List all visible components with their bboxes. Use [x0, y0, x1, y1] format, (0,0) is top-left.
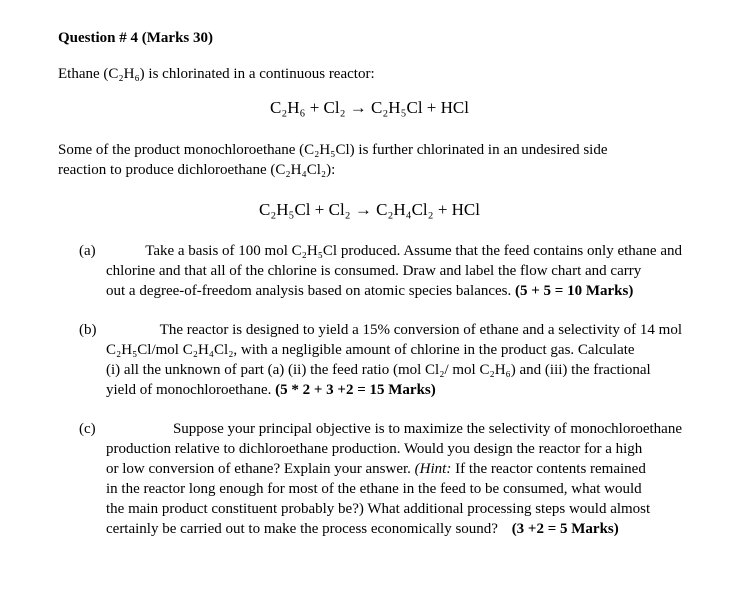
part-c-line-2: production relative to dichloroethane production. Would you design the reactor for a high — [106, 441, 643, 457]
reaction-equation-2: C₂H₅Cl + Cl₂ → C₂H₄Cl₂ + HCl — [259, 200, 480, 219]
intro-text: Ethane (C₂H₆) is chlorinated in a continuous reactor: — [58, 66, 375, 82]
reaction-equation-1: C₂H₆ + Cl₂ → C₂H₅Cl + HCl — [269, 98, 469, 117]
part-b-label: (b) — [79, 322, 97, 338]
part-b-line-1: The reactor is designed to yield a 15% conversion of ethane and a selectivity of 14 mol — [159, 322, 682, 338]
part-c — [79, 419, 682, 539]
part-a-label: (a) — [79, 243, 96, 259]
part-a — [79, 241, 682, 301]
side-reaction-line-1: Some of the product monochloroethane (C₂H₅Cl) is further chlorinated in an undesired side — [58, 142, 608, 158]
part-c-line-4: in the reactor long enough for most of the ethane in the feed to be consumed, what would — [106, 481, 642, 497]
part-c-line-3-rest: If the reactor contents remained — [455, 461, 646, 477]
question-title: Question # 4 (Marks 30) — [58, 30, 213, 46]
part-b-line-3: (i) all the unknown of part (a) (ii) the feed ratio (mol Cl₂/ mol C₂H₆) and (iii) the fractional — [106, 362, 651, 378]
part-b-line-2: C₂H₅Cl/mol C₂H₄Cl₂, with a negligible amount of chlorine in the product gas. Calculate — [106, 342, 635, 358]
part-c-marks: (3 +2 = 5 Marks) — [511, 521, 619, 537]
part-b-marks: (5 * 2 + 3 +2 = 15 Marks) — [275, 382, 436, 398]
part-c-line-3: or low conversion of ethane? Explain your answer. — [106, 461, 411, 477]
part-a-line-1: Take a basis of 100 mol C₂H₅Cl produced. Assume that the feed contains only ethane and — [145, 243, 682, 259]
side-reaction-line-2: reaction to produce dichloroethane (C₂H₄Cl₂): — [58, 162, 336, 178]
part-c-line-1: Suppose your principal objective is to maximize the selectivity of monochloroethane — [172, 421, 682, 437]
part-c-line-5: the main product constituent probably be?) What additional processing steps would almost — [106, 501, 651, 517]
part-a-line-2: chlorine and that all of the chlorine is consumed. Draw and label the flow chart and carry — [106, 263, 642, 279]
part-a-marks: (5 + 5 = 10 Marks) — [515, 283, 634, 299]
part-c-line-6: certainly be carried out to make the process economically sound? — [106, 521, 498, 537]
part-c-label: (c) — [79, 421, 96, 437]
part-a-line-3: out a degree-of-freedom analysis based on atomic species balances. — [106, 283, 512, 299]
side-reaction-paragraph — [58, 140, 681, 180]
part-b-line-4: yield of monochloroethane. — [106, 382, 272, 398]
part-c-hint-label: (Hint: — [414, 461, 452, 477]
part-b — [79, 320, 682, 400]
